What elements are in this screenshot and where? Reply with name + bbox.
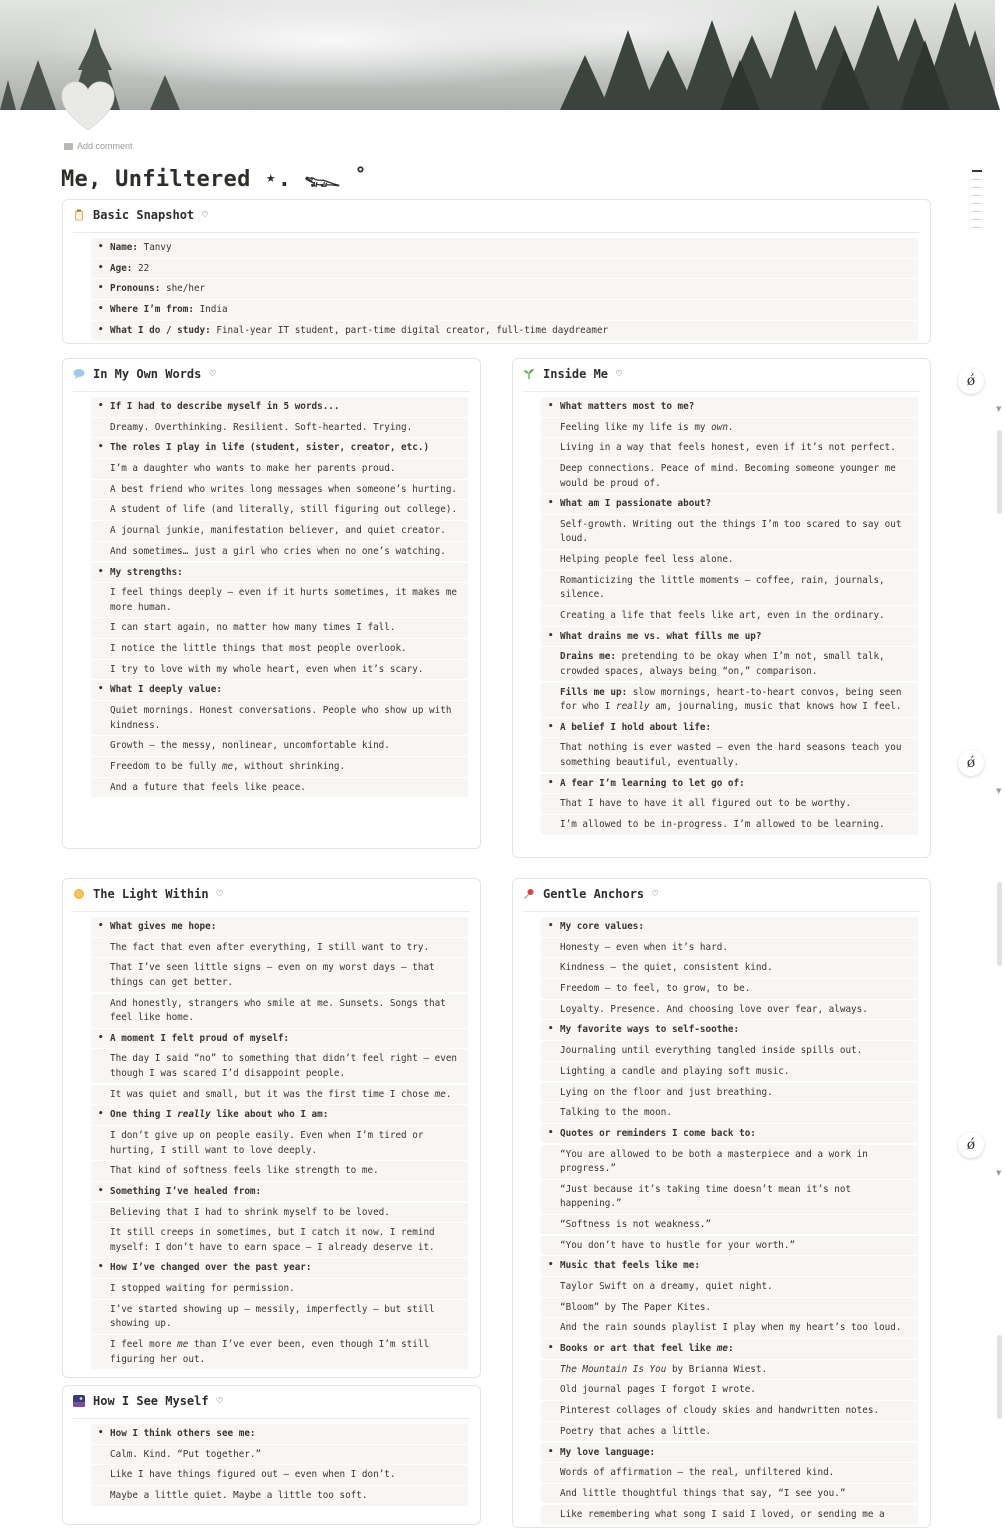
list-item-text: Quiet mornings. Honest conversations. People who show up with kindness. (91, 701, 468, 735)
list-item-text: Creating a life that feels like art, even in the ordinary. (541, 606, 918, 626)
list-item-text: “You are allowed to be both a masterpiece and a work in progress.” (541, 1145, 918, 1179)
list-item-text: A journal junkie, manifestation believer, and quiet creator. (91, 521, 468, 541)
list-item-text: It still creeps in sometimes, but I catch it now. I remind myself: I don’t have to earn space — I already deserve it. (91, 1223, 468, 1257)
list-item: • My strengths: (91, 563, 468, 583)
cover-image[interactable] (0, 0, 995, 110)
list-item-text: Freedom to be fully me, without shrinking. (91, 757, 468, 777)
list-item-text: Taylor Swift on a dreamy, quiet night. (541, 1277, 918, 1297)
comment-icon (64, 143, 73, 150)
card-title: Inside Me (543, 367, 609, 381)
pushpin-icon (523, 888, 535, 900)
list-item-text: Like I have things figured out — even when I don’t. (91, 1465, 468, 1485)
list-item-text: Kindness — the quiet, consistent kind. (541, 958, 918, 978)
list-item-text: Old journal pages I forgot I wrote. (541, 1380, 918, 1400)
scrollbar[interactable] (997, 430, 1002, 514)
list-item: • Quotes or reminders I come back to: (541, 1124, 918, 1144)
list-item: • What I do / study: Final-year IT student, part-time digital creator, full-time daydreamer (91, 321, 918, 341)
list-item-text: That I have to have it all figured out to be worthy. (541, 794, 918, 814)
list-item: • How I think others see me: (91, 1424, 468, 1444)
list-item: • Something I’ve healed from: (91, 1182, 468, 1202)
list-item-text: Growth — the messy, nonlinear, uncomfortable kind. (91, 736, 468, 756)
list-item-text: It was quiet and small, but it was the first time I chose me. (91, 1085, 468, 1105)
list-item-text: And a future that feels like peace. (91, 778, 468, 798)
list-item-text: I feel things deeply — even if it hurts sometimes, it makes me more human. (91, 583, 468, 617)
card-title: Gentle Anchors (543, 887, 645, 901)
list-item-text: Calm. Kind. “Put together.” (91, 1445, 468, 1465)
list-item-text: Fills me up: slow mornings, heart-to-heart convos, being seen for who I really am, journaling, music that knows how I feel. (541, 683, 918, 717)
list-item-text: “Bloom” by The Paper Kites. (541, 1298, 918, 1318)
list-item-text: The day I said “no” to something that didn’t feel right — even though I was scared I’d disappoint people. (91, 1049, 468, 1083)
seedling-icon (523, 368, 535, 380)
chevron-down-icon[interactable]: ▼ (996, 787, 1002, 795)
list-item-text: Loyalty. Presence. And choosing love over fear, always. (541, 1000, 918, 1020)
the-light-within-card (62, 878, 481, 1378)
smooth-breve-icon[interactable]: ǿ (958, 368, 984, 394)
basic-snapshot-card (62, 199, 931, 344)
list-item-text: Words of affirmation — the real, unfiltered kind. (541, 1463, 918, 1483)
list-item-text: “You don’t have to hustle for your worth.” (541, 1236, 918, 1256)
list-item-text: I stopped waiting for permission. (91, 1279, 468, 1299)
add-comment-label: Add comment (77, 141, 133, 151)
list-item-text: Lighting a candle and playing soft music. (541, 1062, 918, 1082)
heart-glyph: ♡ (216, 888, 223, 900)
list-item: • Age: 22 (91, 259, 918, 279)
card-title: The Light Within (93, 887, 209, 901)
chevron-down-icon[interactable]: ▼ (996, 1169, 1002, 1177)
clipboard-icon (73, 209, 85, 221)
list-item-text: Maybe a little quiet. Maybe a little too soft. (91, 1486, 468, 1506)
heart-glyph: ♡ (202, 209, 209, 221)
chevron-down-icon[interactable]: ▼ (996, 405, 1002, 413)
list-item-text: Talking to the moon. (541, 1103, 918, 1123)
list-item: • What gives me hope: (91, 917, 468, 937)
list-item-text: I’m allowed to be in-progress. I’m allowed to be learning. (541, 815, 918, 835)
list-item-text: Poetry that aches a little. (541, 1422, 918, 1442)
list-item-text: Honesty — even when it’s hard. (541, 938, 918, 958)
list-item-text: “Softness is not weakness.” (541, 1215, 918, 1235)
inside-me-card (512, 358, 931, 858)
list-item-text: Freedom — to feel, to grow, to be. (541, 979, 918, 999)
card-title: In My Own Words (93, 367, 202, 381)
list-item-text: And sometimes… just a girl who cries when no one’s watching. (91, 542, 468, 562)
list-item-text: A best friend who writes long messages when someone’s hurting. (91, 480, 468, 500)
smooth-breve-icon[interactable]: ǿ (958, 1132, 984, 1158)
list-item: • If I had to describe myself in 5 words... (91, 397, 468, 417)
list-item-text: Romanticizing the little moments — coffee, rain, journals, silence. (541, 571, 918, 605)
list-item-text: I don’t give up on people easily. Even when I’m tired or hurting, I still want to love deeply. (91, 1126, 468, 1160)
list-item: • A belief I hold about life: (541, 718, 918, 738)
list-item-text: And little thoughtful things that say, “I see you.” (541, 1484, 918, 1504)
list-item-text: Believing that I had to shrink myself to be loved. (91, 1203, 468, 1223)
list-item-text: Lying on the floor and just breathing. (541, 1083, 918, 1103)
list-item-text: Pinterest collages of cloudy skies and handwritten notes. (541, 1401, 918, 1421)
add-comment-button[interactable] (64, 141, 133, 151)
list-item-text: Feeling like my life is my own. (541, 418, 918, 438)
list-item-text: Drains me: pretending to be okay when I’m not, small talk, crowded spaces, always being “on,” comparison. (541, 647, 918, 681)
card-title: How I See Myself (93, 1394, 209, 1408)
list-item-text: I notice the little things that most people overlook. (91, 639, 468, 659)
page-title[interactable]: Me, Unfiltered ⋆. 𓆊 ˚ (61, 167, 368, 192)
in-my-own-words-card (62, 358, 481, 849)
gentle-anchors-card (512, 878, 931, 1528)
list-item-text: Journaling until everything tangled inside spills out. (541, 1041, 918, 1061)
forest-illustration (0, 0, 995, 110)
list-item-text: I’m a daughter who wants to make her parents proud. (91, 459, 468, 479)
list-item: • My core values: (541, 917, 918, 937)
list-item-text: I try to love with my whole heart, even when it’s scary. (91, 660, 468, 680)
heart-glyph: ♡ (652, 888, 659, 900)
list-item-text: Living in a way that feels honest, even if it’s not perfect. (541, 438, 918, 458)
list-item-text: And the rain sounds playlist I play when my heart’s too loud. (541, 1318, 918, 1338)
list-item: • The roles I play in life (student, sister, creator, etc.) (91, 438, 468, 458)
card-title: Basic Snapshot (93, 208, 195, 222)
list-item-text: I feel more me than I’ve ever been, even though I’m still figuring her out. (91, 1335, 468, 1369)
scrollbar[interactable] (997, 1335, 1002, 1419)
list-item-text: I can start again, no matter how many times I fall. (91, 618, 468, 638)
list-item-text: I’ve started showing up — messily, imperfectly — but still showing up. (91, 1300, 468, 1334)
list-item: • What I deeply value: (91, 680, 468, 700)
heart-glyph: ♡ (209, 368, 216, 380)
list-item: • What drains me vs. what fills me up? (541, 627, 918, 647)
list-item-text: Deep connections. Peace of mind. Becoming someone younger me would be proud of. (541, 459, 918, 493)
list-item: • A moment I felt proud of myself: (91, 1029, 468, 1049)
list-item-text: That nothing is ever wasted — even the hard seasons teach you something beautiful, eventually. (541, 738, 918, 772)
sun-icon (73, 888, 85, 900)
list-item: • How I’ve changed over the past year: (91, 1258, 468, 1278)
list-item: • A fear I’m learning to let go of: (541, 774, 918, 794)
how-i-see-myself-card (62, 1385, 481, 1525)
list-item: • Where I’m from: India (91, 300, 918, 320)
list-item-text: Helping people feel less alone. (541, 550, 918, 570)
heart-glyph: ♡ (216, 1395, 223, 1407)
list-item: • What matters most to me? (541, 397, 918, 417)
scrollbar[interactable] (997, 882, 1002, 966)
night-sky-icon (73, 1395, 85, 1407)
list-item: • Music that feels like me: (541, 1256, 918, 1276)
list-item-text: Dreamy. Overthinking. Resilient. Soft-hearted. Trying. (91, 418, 468, 438)
list-item-text: “Just because it’s taking time doesn’t mean it’s not happening.” (541, 1180, 918, 1214)
list-item-text: That I’ve seen little signs — even on my worst days — that things can get better. (91, 958, 468, 992)
table-of-contents[interactable] (972, 170, 984, 235)
list-item-text: And honestly, strangers who smile at me. Sunsets. Songs that feel like home. (91, 994, 468, 1028)
list-item: • What am I passionate about? (541, 494, 918, 514)
list-item-text: That kind of softness feels like strength to me. (91, 1161, 468, 1181)
list-item-text: A student of life (and literally, still figuring out college). (91, 500, 468, 520)
list-item-text: The Mountain Is You by Brianna Wiest. (541, 1360, 918, 1380)
smooth-breve-icon[interactable]: ǿ (958, 750, 984, 776)
list-item: • Books or art that feel like me: (541, 1339, 918, 1359)
list-item: • One thing I really like about who I am: (91, 1105, 468, 1125)
list-item: • Name: Tanvy (91, 238, 918, 258)
list-item: • Pronouns: she/her (91, 279, 918, 299)
list-item-text: Like remembering what song I said I loved, or sending me a (541, 1505, 918, 1525)
list-item: • My love language: (541, 1443, 918, 1463)
list-item-text: Self-growth. Writing out the things I’m too scared to say out loud. (541, 515, 918, 549)
heart-glyph: ♡ (616, 368, 623, 380)
list-item-text: The fact that even after everything, I still want to try. (91, 938, 468, 958)
list-item: • My favorite ways to self-soothe: (541, 1020, 918, 1040)
speech-bubble-icon (73, 368, 85, 380)
heart-icon[interactable] (60, 80, 116, 132)
